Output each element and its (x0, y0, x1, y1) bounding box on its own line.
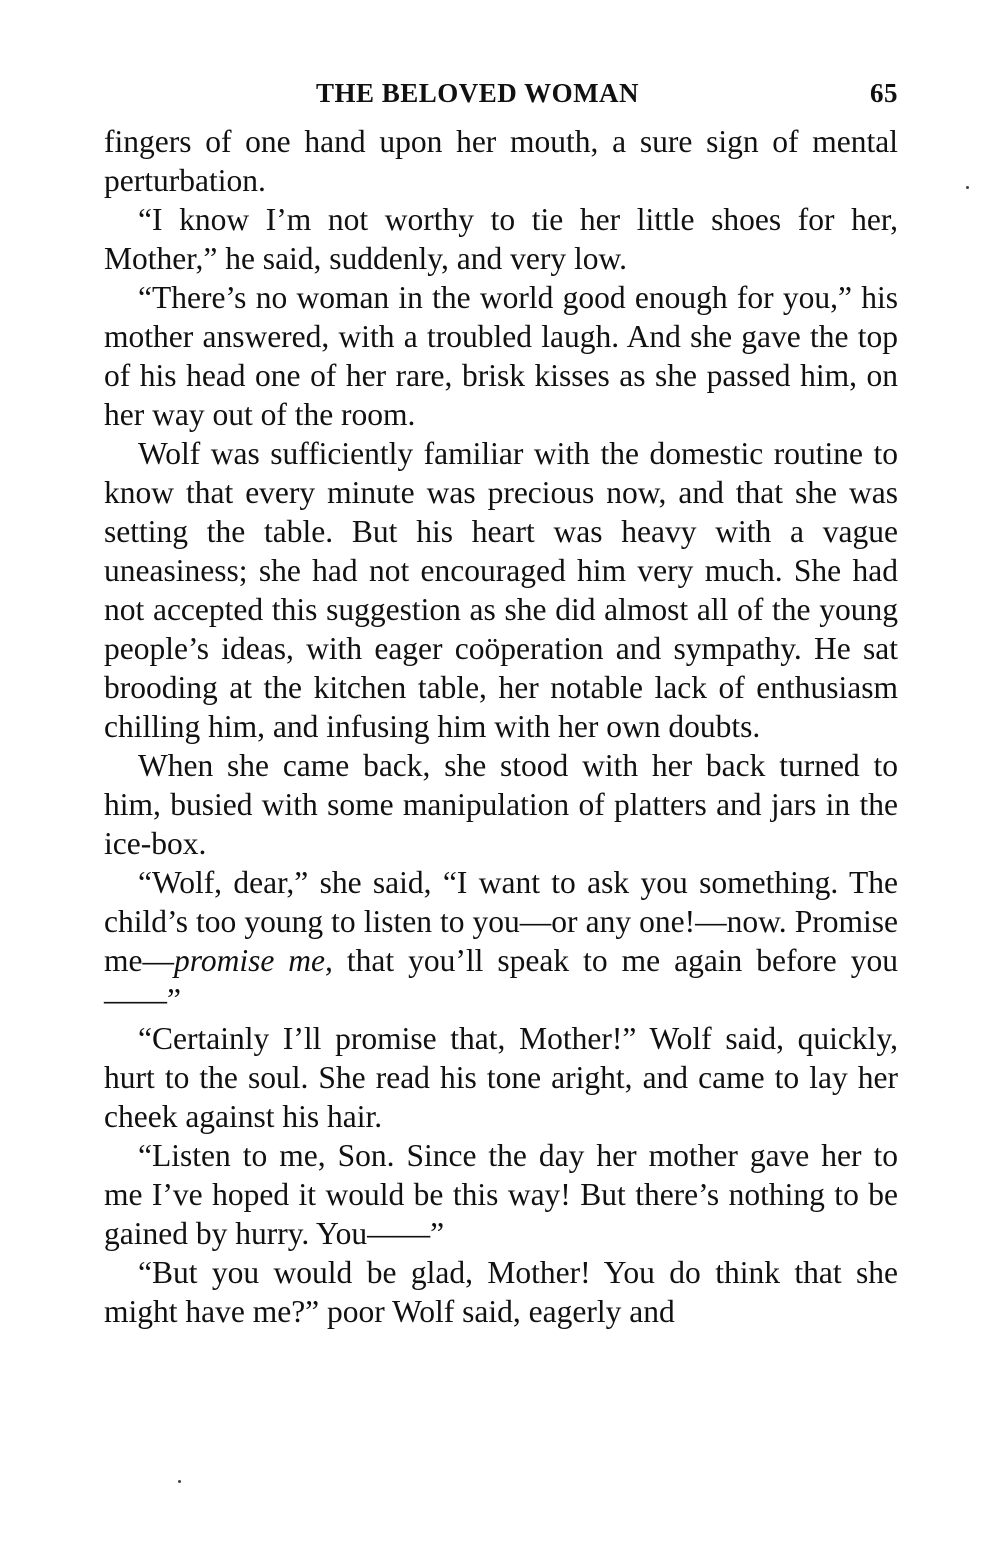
italic-emphasis: promise me, (173, 943, 333, 978)
paragraph: Wolf was sufficiently familiar with the domestic routine to know that every minute was precious now, and that she was setting the table. But his heart was heavy with a vague uneasiness; she had not encouraged him very much. She had not accepted this suggestion as she did almost all of the young people’s ideas, with eager coöperation and sympathy. He sat brooding at the kitchen table, her notable lack of enthusiasm chilling him, and infusing him with her own doubts. (104, 436, 898, 744)
paragraph: fingers of one hand upon her mouth, a sure sign of mental perturbation. (104, 124, 898, 198)
running-title: THE BELOVED WOMAN (316, 78, 640, 108)
paragraph-text: “Wolf, dear,” she said, “I want to ask you something. The child’s too young to listen to you—or any one!—now. Promise me— (104, 865, 898, 978)
paragraph (104, 863, 898, 1019)
paragraph: “But you would be glad, Mother! You do think that she might have me?” poor Wolf said, eagerly and (104, 1255, 898, 1329)
running-head (104, 78, 898, 122)
paragraph: When she came back, she stood with her back turned to him, busied with some manipulation of platters and jars in the ice-box. (104, 748, 898, 861)
page-number: 65 (870, 78, 898, 108)
paragraph: “I know I’m not worthy to tie her little shoes for her, Mother,” he said, suddenly, and very low. (104, 202, 898, 276)
body-text (104, 122, 898, 1331)
ink-speck (178, 1480, 181, 1483)
paragraph-text: that you’ll speak to me again before you——” (104, 943, 898, 1017)
paragraph: “There’s no woman in the world good enough for you,” his mother answered, with a troubled laugh. And she gave the top of his head one of her rare, brisk kisses as she passed him, on her way out of the room. (104, 280, 898, 432)
book-page (104, 78, 898, 1331)
paragraph: “Listen to me, Son. Since the day her mother gave her to me I’ve hoped it would be this way! But there’s nothing to be gained by hurry. You——” (104, 1138, 898, 1251)
paragraph: “Certainly I’ll promise that, Mother!” Wolf said, quickly, hurt to the soul. She read his tone aright, and came to lay her cheek against his hair. (104, 1021, 898, 1134)
ink-speck (966, 186, 969, 189)
